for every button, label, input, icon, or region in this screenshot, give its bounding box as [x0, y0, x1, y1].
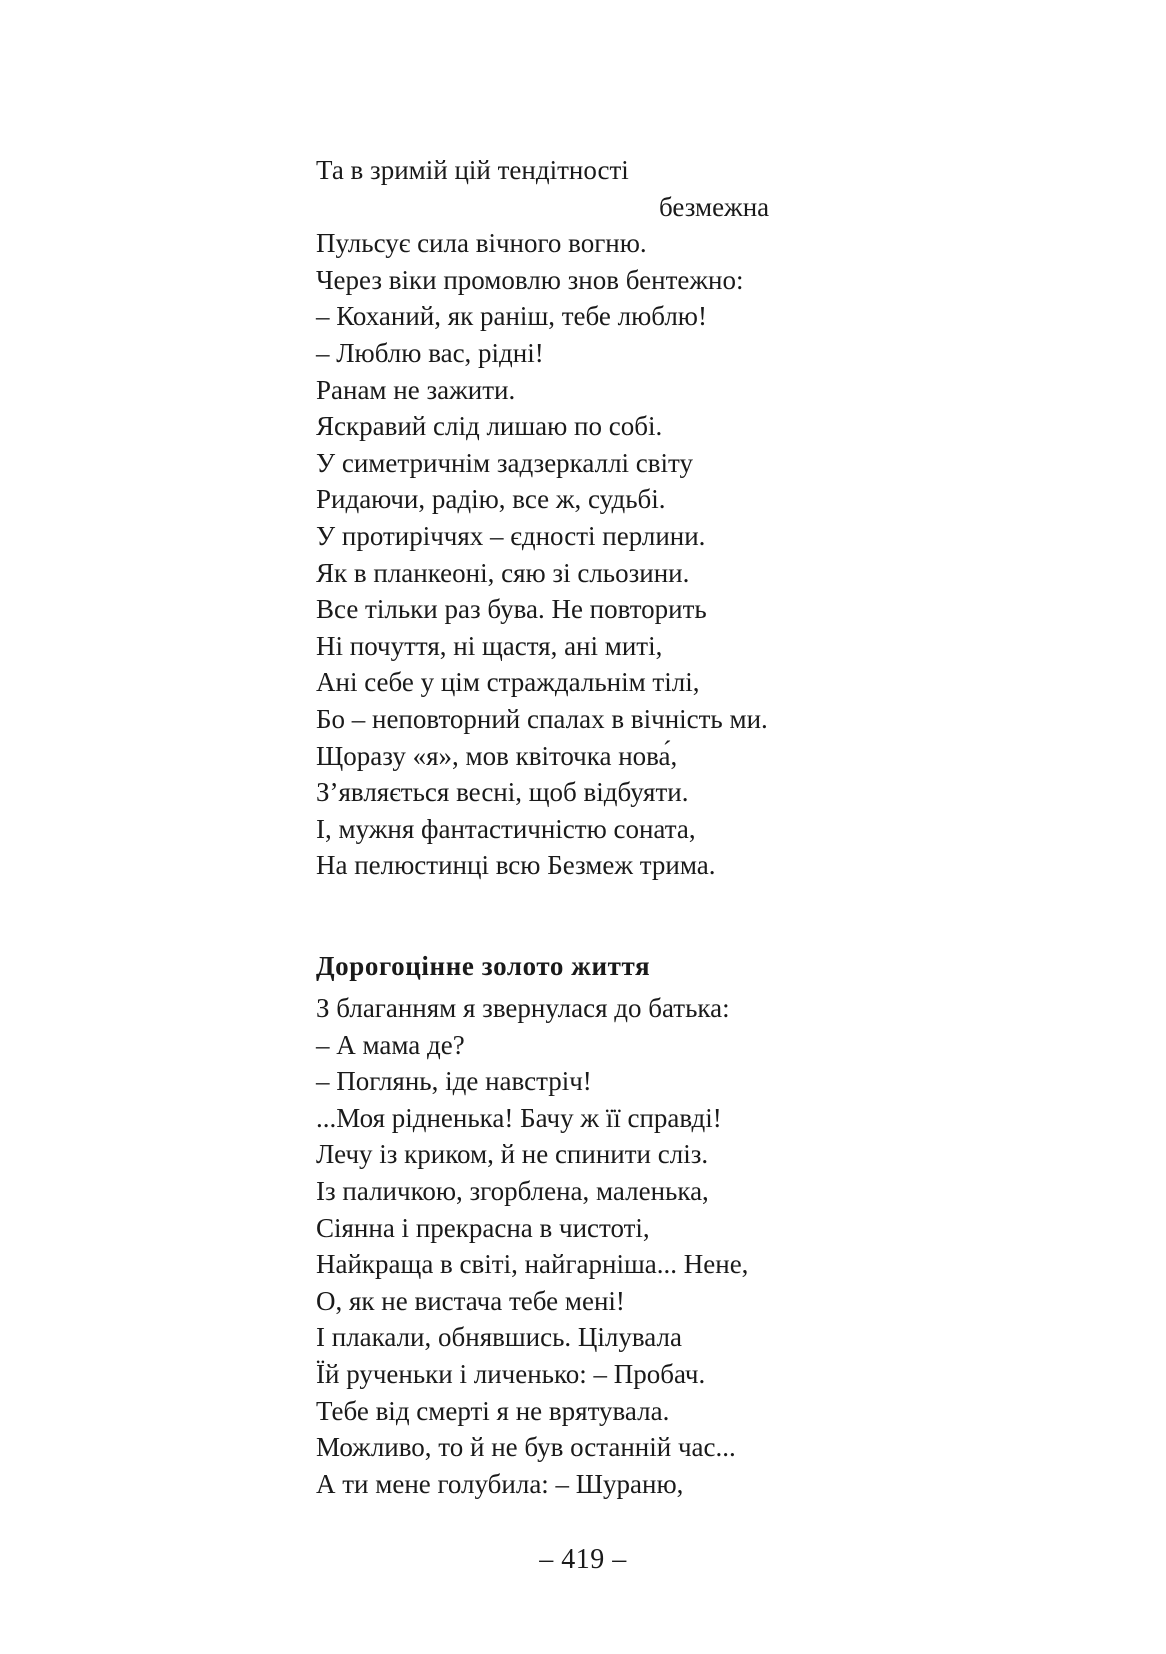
poem-line: Можливо, то й не був останній час... — [316, 1432, 736, 1463]
poem-line: Ранам не зажити. — [316, 374, 516, 405]
poem-line: Ані себе у цім страждальнім тілі, — [316, 667, 700, 698]
poem-line: Їй рученьки і личенько: – Пробач. — [316, 1358, 706, 1389]
poem-line-indented: безмежна — [659, 191, 770, 222]
poem-line: У симетричнім задзеркаллі світу — [316, 447, 693, 478]
poem-line: Пульсує сила вічного вогню. — [316, 228, 647, 259]
poem-line: Та в зримій цій тендітності — [316, 155, 629, 185]
poem-line: З’являється весні, щоб відбуяти. — [316, 777, 689, 808]
poem-line: Бо – неповторний спалах в вічність ми. — [316, 703, 768, 734]
poem-line: На пелюстинці всю Безмеж трима. — [316, 850, 716, 881]
poem-line: Тебе від смерті я не врятувала. — [316, 1395, 670, 1426]
poem-line: – Коханий, як раніш, тебе люблю! — [316, 301, 707, 332]
poem-continuation — [316, 152, 876, 884]
poem-line: – А мама де? — [316, 1029, 465, 1060]
poem-line: – Люблю вас, рідні! — [316, 337, 544, 368]
poem-title: Дорогоцінне золото життя — [316, 951, 651, 981]
poem-line: Щоразу «я», мов квіточка нова́, — [316, 740, 678, 771]
poem-line: Все тільки раз бува. Не повторить — [316, 594, 707, 625]
poem-line: – Поглянь, іде навстріч! — [316, 1066, 592, 1097]
poem-line: Лечу із криком, й не спинити сліз. — [316, 1139, 709, 1170]
poem-line: О, як не вистача тебе мені! — [316, 1285, 625, 1316]
poem-line: Яскравий слід лишаю по собі. — [316, 411, 663, 442]
poem-line: Через віки промовлю знов бентежно: — [316, 264, 744, 295]
poem-line: З благанням я звернулася до батька: — [316, 993, 730, 1023]
poem-line: Ні почуття, ні щастя, ані миті, — [316, 630, 663, 661]
poem-line: Сіянна і прекрасна в чистоті, — [316, 1212, 650, 1243]
poem-line: Найкраща в світі, найгарніша... Нене, — [316, 1249, 749, 1280]
poem-line: Із паличкою, згорблена, маленька, — [316, 1175, 709, 1206]
poem-new — [316, 948, 876, 1502]
poem-line: Ридаючи, радію, все ж, судьбі. — [316, 484, 666, 515]
poem-line: І, мужня фантастичністю соната, — [316, 813, 696, 844]
poem-line: А ти мене голубила: – Шураню, — [316, 1468, 684, 1499]
page-number: – 419 – — [539, 1544, 627, 1575]
poem-line: У протиріччях – єдності перлини. — [316, 520, 706, 551]
poem-line: Як в планкеоні, сяю зі сльозини. — [316, 557, 690, 588]
poem-line: І плакали, обнявшись. Цілувала — [316, 1322, 682, 1353]
poem-line: ...Моя рідненька! Бачу ж її справді! — [316, 1102, 722, 1133]
